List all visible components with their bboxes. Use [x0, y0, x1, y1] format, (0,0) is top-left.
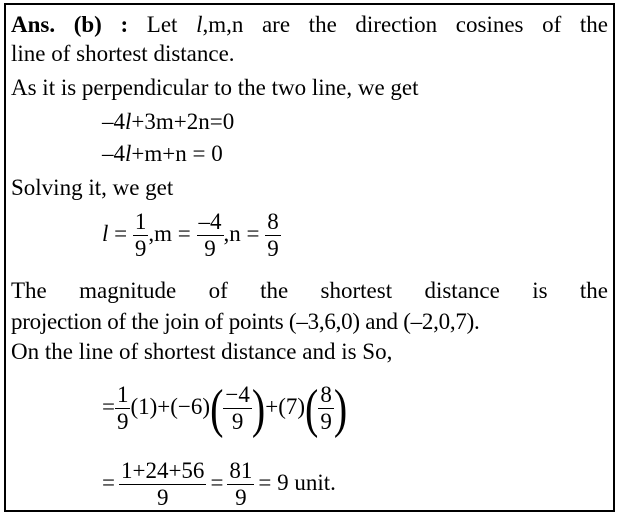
magnitude-line-1: The magnitude of the shortest distance is the [11, 278, 608, 303]
frac-m-den: 9 [197, 235, 224, 262]
calc2-frac-2-den: 9 [227, 484, 254, 511]
frac-n-num: 8 [267, 209, 279, 235]
var-l: l [102, 221, 109, 246]
calc1-frac-1-num: 1 [116, 382, 129, 408]
frac-l-num: 1 [134, 209, 147, 235]
calc2-frac-1-den: 9 [119, 484, 206, 511]
calc1-frac-1-den: 9 [116, 409, 129, 435]
calc1-frac-1 [115, 382, 131, 435]
solving-line: Solving it, we get [11, 175, 174, 200]
intro-line-1 [11, 11, 608, 39]
calc1-term-1: (1)+(−6) [130, 394, 211, 419]
frac-n-den: 9 [267, 236, 279, 262]
calc2-frac-1 [119, 458, 206, 511]
calc2-frac-1-num: 1+24+56 [120, 458, 205, 484]
var-n: n [229, 221, 241, 246]
calculation-line-2: = $\frac{1+24+56}{9}$ = $\frac{81}{9}$ = 9 unit. [102, 458, 336, 511]
intro-text: Let l,m,n are the direction cosines of the [146, 12, 609, 37]
intro-line-2: line of shortest distance. [11, 41, 235, 66]
solution-line: l = $\frac{1}{9}$ ,m = $\frac{-4}{9}$ ,n = $\frac{8}{9}$ [102, 209, 279, 262]
equation-1: –4l+3m+2n=0 [102, 109, 235, 134]
perpendicular-line: As it is perpendicular to the two line, we get [11, 75, 419, 100]
var-m: m [154, 221, 173, 246]
calc1-frac-3-den: 9 [320, 409, 332, 435]
calc2-frac-2 [227, 458, 254, 511]
frac-n [265, 209, 281, 262]
answer-label: Ans. (b) : [11, 12, 129, 37]
calc1-frac-2-den: 9 [223, 408, 251, 435]
frac-l [133, 209, 149, 262]
frac-m-num: –4 [198, 209, 222, 235]
calc2-frac-2-num: 81 [229, 458, 253, 484]
calc1-frac-3 [318, 382, 334, 435]
calc1-frac-2 [223, 382, 251, 435]
equation-2: –4l+m+n = 0 [102, 141, 223, 166]
frac-m [197, 209, 224, 262]
calc1-frac-3-num: 8 [320, 382, 332, 408]
calc1-frac-2-num: −4 [225, 382, 250, 408]
magnitude-line-3: On the line of shortest distance and is So, [11, 339, 393, 364]
calc2-result: = 9 unit. [258, 470, 336, 495]
frac-l-den: 9 [134, 236, 147, 262]
calculation-line-1: = $\frac{1}{9}$ (1)+(−6)( $\frac{-4}{9}$ )+(7)( $\frac{8}{9}$ ) [102, 377, 348, 439]
calc1-term-2: +(7) [265, 394, 306, 419]
magnitude-line-2: projection of the join of points (–3,6,0) and (–2,0,7). [11, 309, 480, 334]
answer-box [4, 3, 615, 512]
